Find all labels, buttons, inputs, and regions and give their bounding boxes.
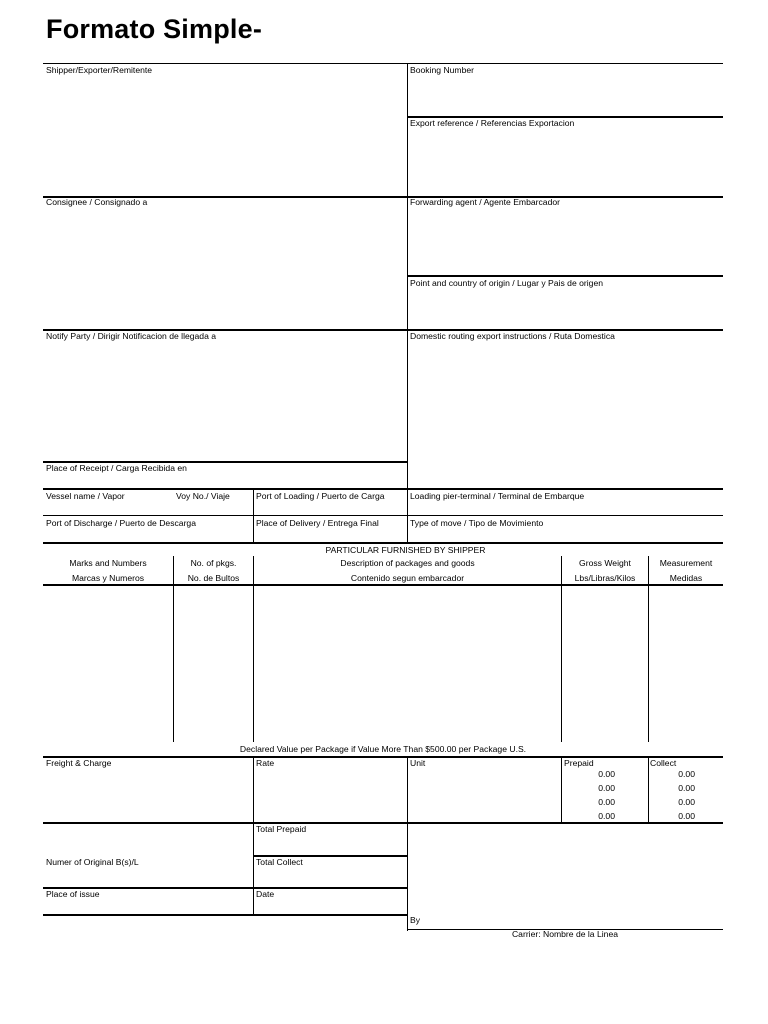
consignee-label: Consignee / Consignado a [46,197,148,207]
voy-no-label: Voy No./ Viaje [176,491,230,501]
vessel-row-rule [43,488,723,490]
particulars-top-rule [43,542,723,544]
total-prepaid-rule [43,822,723,824]
freight-charge-label: Freight & Charge [46,758,112,768]
carrier-label: Carrier: Nombre de la Linea [511,929,619,939]
place-of-delivery-label: Place of Delivery / Entrega Final [256,518,379,528]
particulars-header-rule [43,584,723,586]
collect-label: Collect [650,758,677,768]
weight-header-line2: Lbs/Libras/Kilos [574,573,636,583]
form-top-border [43,63,723,64]
pkgs-header-line2: No. de Bultos [187,573,240,583]
charges-divider-2 [407,756,408,931]
place-of-issue-label: Place of issue [46,889,100,899]
vessel-name-label: Vessel name / Vapor [46,491,125,501]
weight-header-line1: Gross Weight [579,558,631,568]
charges-top-rule [43,756,723,758]
collect-value: 0.00 [678,783,695,793]
place-of-receipt-label: Place of Receipt / Carga Recibida en [46,463,187,473]
total-collect-label: Total Collect [256,857,303,867]
prepaid-value: 0.00 [598,783,615,793]
total-prepaid-label: Total Prepaid [256,824,307,834]
notify-party-label: Notify Party / Dirigir Notificacion de llegada a [46,331,217,341]
description-header-line2: Contenido segun embarcador [350,573,465,583]
particulars-header: PARTICULAR FURNISHED BY SHIPPER [325,545,486,555]
domestic-routing-label: Domestic routing export instructions / Ruta Domestica [410,331,615,341]
marks-header-line2: Marcas y Numeros [71,573,145,583]
page-title: Formato Simple- [46,14,263,44]
description-header-line1: Description of packages and goods [340,558,475,568]
prepaid-value: 0.00 [598,769,615,779]
form-bottom-rule [43,914,407,916]
pkgs-header-line1: No. of pkgs. [190,558,237,568]
originals-label: Numer of Original B(s)/L [46,857,139,867]
port-of-loading-label: Port of Loading / Puerto de Carga [256,491,385,501]
port-of-discharge-label: Port of Discharge / Puerto de Descarga [46,518,196,528]
measurement-header-line2: Medidas [669,573,703,583]
point-of-origin-label: Point and country of origin / Lugar y Pais de origen [410,278,603,288]
date-label: Date [256,889,275,899]
collect-value: 0.00 [678,811,695,821]
origin-rule [407,275,723,277]
rate-label: Rate [256,758,275,768]
prepaid-value: 0.00 [598,811,615,821]
booking-number-label: Booking Number [410,65,475,75]
shipper-label: Shipper/Exporter/Remitente [46,65,153,75]
forwarding-agent-label: Forwarding agent / Agente Embarcador [410,197,561,207]
collect-value: 0.00 [678,797,695,807]
marks-header-line1: Marks and Numbers [69,558,147,568]
by-label: By [410,915,421,925]
type-of-move-label: Type of move / Tipo de Movimiento [410,518,544,528]
collect-value: 0.00 [678,769,695,779]
loading-pier-label: Loading pier-terminal / Terminal de Embarque [410,491,585,501]
prepaid-value: 0.00 [598,797,615,807]
export-reference-label: Export reference / Referencias Exportacion [410,118,575,128]
measurement-header-line1: Measurement [659,558,713,568]
unit-label: Unit [410,758,426,768]
declared-value-note: Declared Value per Package if Value More Than $500.00 per Package U.S. [239,744,527,754]
prepaid-label: Prepaid [564,758,594,768]
charges-divider-1 [253,756,254,915]
discharge-row-rule [43,515,723,516]
